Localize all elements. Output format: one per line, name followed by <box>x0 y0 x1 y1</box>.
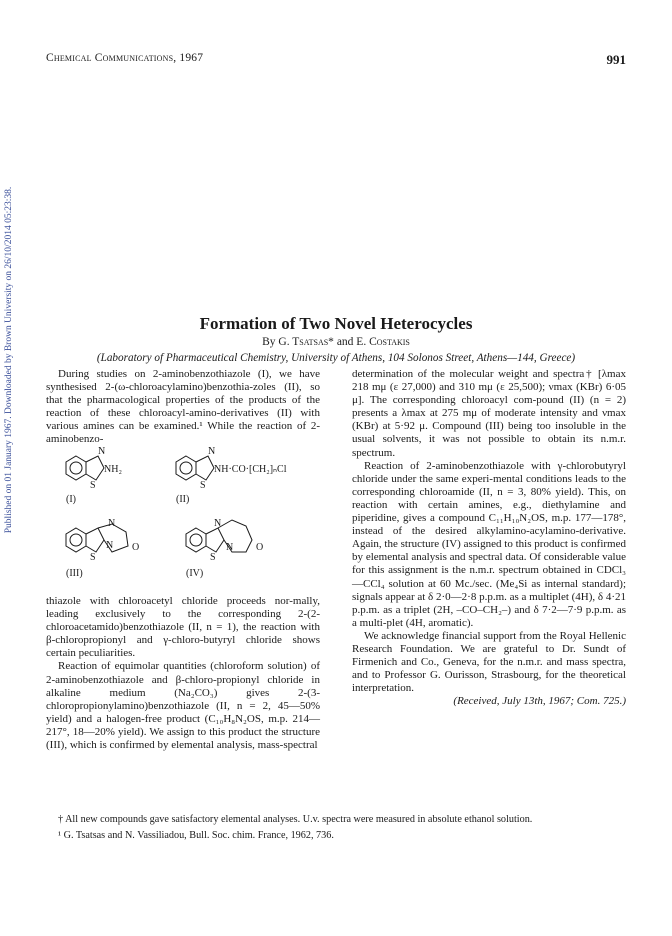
label-compound-iii: (III) <box>66 568 83 579</box>
atom-n-iii: N <box>106 540 114 551</box>
byline-and: and <box>336 336 354 348</box>
paragraph-2: Reaction of equimolar quantities (chloroform solution) of 2-aminobenzothiazole and β-chloro-propionyl chloride in alkaline medium (Na₂CO₃) gives 2-(3-chloropropionylamino)benzothiazole (II, n = 2, 45—50% yield) and a halogen-free product (C₁₀H₈N₂OS, m.p. 214—217°, 18—20% yield). We assign to this product the structure (III), which is confirmed by elemental analysis, mass-spectral <box>46 660 320 752</box>
byline-prefix: By <box>262 336 276 348</box>
atom-s-ii: S <box>200 480 206 491</box>
download-watermark <box>3 150 15 570</box>
paragraph-1: During studies on 2-aminobenzothiazole (I), we have synthesised 2-(ω-chloroacylamino)benzothia-zoles (II), so that the pharmacological properties of the products of the reaction of these chloroacyl-amino-derivatives (II) with various amines can be examined.¹ While the reaction of 2-aminobenzo- <box>46 368 320 446</box>
paragraph-1-continued: thiazole with chloroacetyl chloride proceeds nor-mally, leading exclusively to the corresponding 2-(2-chloroacetamido)benzothiazole (II, n = 1), the reaction with β-chloropropionyl and γ-chloro-butyryl chloride shows certain peculiarities. <box>46 595 320 660</box>
download-watermark-text: Published on 01 January 1967. Downloaded by Brown University on 26/10/2014 05:23:38. <box>4 186 14 534</box>
atom-o-iv: O <box>256 542 264 553</box>
atom-nh2-i: NH₂ <box>104 464 122 475</box>
left-column-top <box>46 368 320 447</box>
byline <box>0 336 672 348</box>
atom-n-i: N <box>98 446 106 457</box>
structures-svg <box>46 436 320 596</box>
footnote-dagger: † All new compounds gave satisfactory elemental analyses. U.v. spectra were measured in absolute ethanol solution. <box>58 814 533 825</box>
paragraph-4: Reaction of 2-aminobenzothiazole with γ-chlorobutyryl chloride under the same experi-mental conditions leads to the corresponding chloroamide (II, n = 3, 80% yield). This, on reaction with certain amines, e.g., diethylamine and piperidine, gives a compound C₁₁H₁₀N₂OS, m.p. 177—178°, instead of the desired alkylamino-acylamino-derivative. Again, the structure (IV) assigned to this product is confirmed by elemental analysis and spectral data. Of considerable value for this assignment is the n.m.r. spectrum obtained in CDCl₃—CCl₄ solution at 60 Mc./sec. (Me₄Si as internal standard); signals appear at δ 2·0—2·8 p.p.m. as a multiplet (4H), δ 4·21 p.p.m. as a triplet (2H, –CO–CH₂–) and δ 7·2—7·9 p.p.m. as a multi-plet (4H, aromatic). <box>352 459 627 629</box>
label-compound-ii: (II) <box>176 494 190 505</box>
atom-n-ii: N <box>208 446 216 457</box>
label-compound-iv: (IV) <box>186 568 204 579</box>
atom-n-iv-ring: N <box>214 518 222 529</box>
right-column <box>352 368 626 708</box>
atom-n-iv: N <box>226 542 234 553</box>
acknowledgements: We acknowledge financial support from the Royal Hellenic Research Foundation. We are grateful to Dr. Sundt of Firmenich and Co., Geneva, for the n.m.r. and mass spectra, and to Professor G. Ourisson, Strasbourg, for the theoretical interpretation. <box>352 629 626 695</box>
page-number: 991 <box>606 52 626 67</box>
article-title: Formation of Two Novel Heterocycles <box>199 314 473 333</box>
affiliation: (Laboratory of Pharmaceutical Chemistry, University of Athens, 104 Solonos Street, Athens—144, Greece) <box>96 352 576 364</box>
reference-1: ¹ G. Tsatsas and N. Vassiliadou, Bull. Soc. chim. France, 1962, 736. <box>58 830 334 841</box>
chemical-structures-figure <box>46 436 320 596</box>
author-2: E. Costakis <box>356 336 410 348</box>
side-chain-ii: NH·CO·[CH₂]ₙCl <box>214 464 287 475</box>
atom-o-iii: O <box>132 542 140 553</box>
footnotes <box>46 814 626 842</box>
atom-s-i: S <box>90 480 96 491</box>
label-compound-i: (I) <box>66 494 76 505</box>
author-1: G. Tsatsas* <box>278 336 334 348</box>
atom-s-iii: S <box>90 552 96 563</box>
atom-s-iv: S <box>210 552 216 563</box>
atom-n-iii-ring: N <box>108 518 116 529</box>
paragraph-3: determination of the molecular weight and spectra† [λmax 218 mμ (ε 27,000) and 310 mμ (ε 25,500); νmax (KBr) 6·05 μ]. The corresponding chloroacyl com-pound (II) (n = 2) presents a λmax at 275 mμ of moderate intensity and νmax (KBr) at 5·92 μ. Compound (III) being too insoluble in the usual solvents, it was not possible to obtain its n.m.r. spectrum. <box>352 368 626 459</box>
left-column-bottom <box>46 595 320 752</box>
received-date: (Received, July 13th, 1967; Com. 725.) <box>453 695 626 708</box>
running-head-journal: Chemical Communications, 1967 <box>46 52 204 64</box>
